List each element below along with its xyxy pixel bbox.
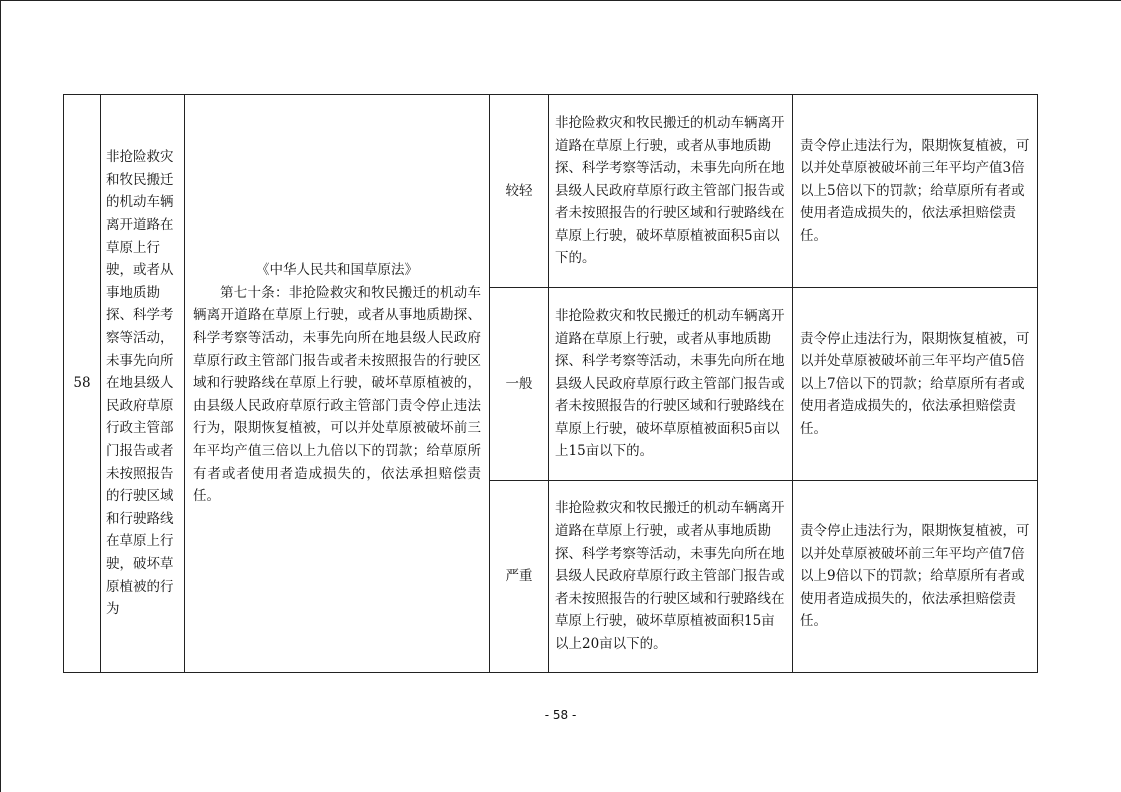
severity-level: 较轻	[490, 95, 549, 288]
violation-circumstance: 非抢险救灾和牧民搬迁的机动车辆离开道路在草原上行驶，或者从事地质勘探、科学考察等活动，未事先向所在地县级人民政府草原行政主管部门报告或者未按照报告的行驶区域和行驶路线在草原上行驶，破坏草原植被面积5亩以下的。	[549, 95, 793, 288]
severity-level: 一般	[490, 288, 549, 481]
penalty-standard: 责令停止违法行为，限期恢复植被，可以并处草原被破坏前三年平均产值7倍以上9倍以下的罚款；给草原所有者或使用者造成损失的，依法承担赔偿责任。	[793, 481, 1038, 673]
legal-basis	[185, 95, 490, 673]
penalty-standard: 责令停止违法行为，限期恢复植被，可以并处草原被破坏前三年平均产值5倍以上7倍以下的罚款；给草原所有者或使用者造成损失的，依法承担赔偿责任。	[793, 288, 1038, 481]
page-number: - 58 -	[544, 708, 577, 722]
violation-behavior: 非抢险救灾和牧民搬迁的机动车辆离开道路在草原上行驶，或者从事地质勘探、科学考察等活动，未事先向所在地县级人民政府草原行政主管部门报告或者未按照报告的行驶区域和行驶路线在草原上行驶，破坏草原植被的行为	[101, 95, 185, 673]
page-top-border	[0, 0, 1121, 1]
law-article: 第七十条：非抢险救灾和牧民搬迁的机动车辆离开道路在草原上行驶，或者从事地质勘探、科学考察等活动，未事先向所在地县级人民政府草原行政主管部门报告或者未按照报告的行驶区域和行驶路线在草原上行驶，破坏草原植被的，由县级人民政府草原行政主管部门责令停止违法行为，限期恢复植被，可以并处草原被破坏前三年平均产值三倍以上九倍以下的罚款；给草原所有者或者使用者造成损失的，依法承担赔偿责任。	[193, 284, 481, 505]
penalty-standard: 责令停止违法行为，限期恢复植被，可以并处草原被破坏前三年平均产值3倍以上5倍以下的罚款；给草原所有者或使用者造成损失的，依法承担赔偿责任。	[793, 95, 1038, 288]
violation-circumstance: 非抢险救灾和牧民搬迁的机动车辆离开道路在草原上行驶，或者从事地质勘探、科学考察等活动，未事先向所在地县级人民政府草原行政主管部门报告或者未按照报告的行驶区域和行驶路线在草原上行驶，破坏草原植被面积5亩以上15亩以下的。	[549, 288, 793, 481]
violation-circumstance: 非抢险救灾和牧民搬迁的机动车辆离开道路在草原上行驶，或者从事地质勘探、科学考察等活动，未事先向所在地县级人民政府草原行政主管部门报告或者未按照报告的行驶区域和行驶路线在草原上行驶，破坏草原植被面积15亩以上20亩以下的。	[549, 481, 793, 673]
law-title: 《中华人民共和国草原法》	[256, 262, 418, 279]
table-row	[64, 95, 1038, 288]
row-number: 58	[64, 95, 101, 673]
severity-level: 严重	[490, 481, 549, 673]
penalty-standard-table	[63, 94, 1038, 673]
page-left-border	[0, 0, 1, 792]
